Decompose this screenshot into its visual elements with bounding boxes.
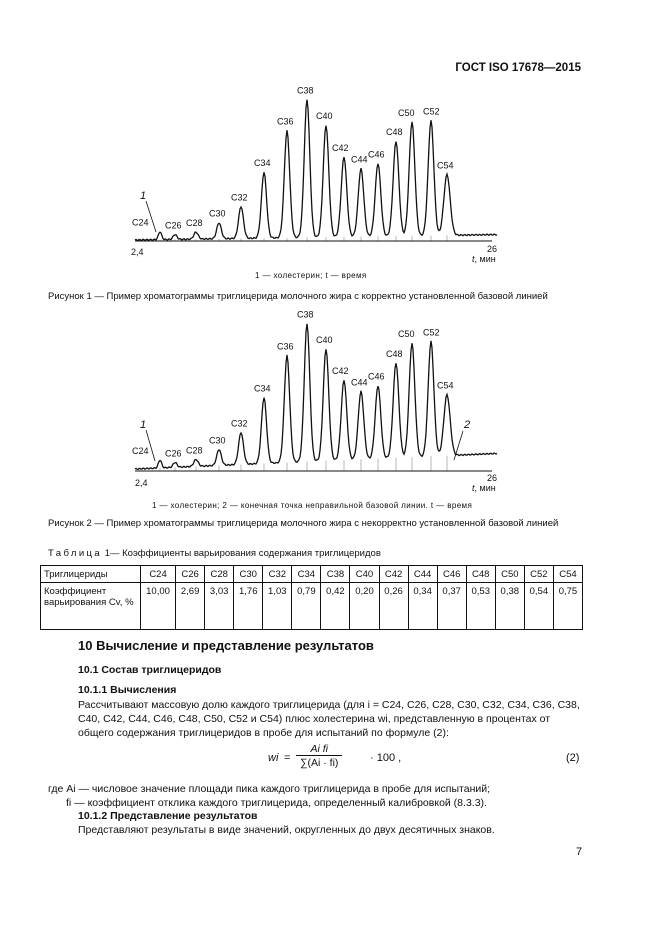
peak-label: C42	[332, 142, 349, 153]
cv-table	[40, 565, 583, 630]
table-header-first: Триглицериды	[41, 566, 141, 583]
peak-label: C36	[277, 341, 294, 352]
table-header-cell: C48	[466, 566, 495, 583]
peak-label: C54	[437, 160, 454, 171]
table-header-cell: C32	[263, 566, 292, 583]
table-cell: 2,69	[176, 583, 205, 630]
table-header-cell: C52	[524, 566, 553, 583]
peak-label: C34	[254, 158, 271, 169]
peak-label: C48	[386, 348, 403, 359]
peak-label: C48	[386, 127, 403, 138]
peak-label: C38	[297, 309, 314, 320]
table-row-label: Коэффициент варьирования Cv, %	[41, 583, 141, 630]
paragraph-calculation: Рассчитывают массовую долю каждого триглицерида (для i = C24, C26, C28, C30, C32, C34, C36, C38, C40, C42, C44, C46, C48, C50, C52 и C54) плюс холестерина wi, представленную в процентах от общего содержания триглицеридов в пробе для испытаний по формуле (2):	[78, 699, 580, 739]
table-header-cell: C50	[495, 566, 524, 583]
table-cell: 0,53	[466, 583, 495, 630]
figure-1-legend: 1 — холестерин; t — время	[255, 271, 367, 280]
paragraph-results: Представляют результаты в виде значений, округленных до двух десятичных знаков.	[78, 824, 495, 836]
table-header-cell: C38	[321, 566, 350, 583]
standard-designation: ГОСТ ISO 17678—2015	[455, 62, 581, 74]
table-cell: 0,34	[408, 583, 437, 630]
table-1-caption: Таблица 1— Коэффициенты варьирования содержания триглицеридов	[48, 548, 381, 559]
chromatogram-figure-2	[0, 309, 661, 515]
formula-fraction	[296, 743, 342, 769]
peak-label: C52	[423, 106, 440, 117]
peak-label: C26	[165, 448, 182, 459]
peak-label: C40	[316, 111, 333, 122]
peak-label: C30	[209, 435, 226, 446]
peak-label: C24	[132, 445, 149, 456]
peak-label: C32	[231, 418, 248, 429]
formula-2	[0, 743, 661, 777]
section-10-1-1-heading: 10.1.1 Вычисления	[78, 684, 177, 696]
formula-lhs: wi	[268, 752, 279, 764]
peak-label: C50	[398, 329, 415, 340]
formula-denominator: ∑(Ai · fi)	[300, 757, 339, 769]
peak-label: C34	[254, 383, 271, 394]
peak-label: C32	[231, 192, 248, 203]
peak-label: C42	[332, 366, 349, 377]
page-number: 7	[576, 846, 583, 858]
table-header-cell: C44	[408, 566, 437, 583]
chromatogram-figure-1	[0, 0, 661, 270]
peak-label: C44	[351, 154, 368, 165]
peak-label: C38	[297, 85, 314, 96]
x-axis-unit: t, мин	[472, 483, 496, 493]
table-cell: 0,79	[292, 583, 321, 630]
table-cell: 0,26	[379, 583, 408, 630]
figure-2-caption: Рисунок 2 — Пример хроматограммы триглицерида молочного жира с некорректно установленной базовой линией	[48, 518, 559, 529]
peak-label: C30	[209, 208, 226, 219]
figure-1-caption: Рисунок 1 — Пример хроматограммы триглицерида молочного жира с корректно установленной базовой линией	[48, 291, 548, 302]
formula-number: (2)	[566, 752, 580, 764]
section-10-heading: 10 Вычисление и представление результатов	[78, 638, 374, 653]
peak-label: C24	[132, 217, 149, 228]
formula-numerator: Ai fi	[296, 743, 342, 756]
table-header-cell: C40	[350, 566, 379, 583]
peak-label: C28	[186, 218, 203, 229]
figure-2-legend: 1 — холестерин; 2 — конечная точка неправильной базовой линии. t — время	[152, 501, 473, 510]
table-cell: 1,03	[263, 583, 292, 630]
table-cell: 1,76	[234, 583, 263, 630]
x-end-label: 26	[487, 473, 498, 483]
table-cell: 3,03	[205, 583, 234, 630]
table-cell: 10,00	[141, 583, 176, 630]
marker-1-label: 1	[140, 419, 147, 431]
peak-label: C50	[398, 107, 415, 118]
peak-label: C36	[277, 116, 294, 127]
table-values-row	[41, 583, 583, 630]
peak-label: C46	[368, 149, 385, 160]
x-axis-unit: t, мин	[472, 254, 496, 264]
table-cell: 0,75	[553, 583, 582, 630]
table-header-cell: C24	[141, 566, 176, 583]
table-header-cell: C34	[292, 566, 321, 583]
formula-tail: · 100 ,	[370, 752, 402, 764]
x-start-label: 2,4	[135, 478, 148, 488]
table-cell: 0,42	[321, 583, 350, 630]
peak-label: C52	[423, 327, 440, 338]
peak-label: C40	[316, 334, 333, 345]
peak-label: C26	[165, 220, 182, 231]
marker-1-label: 1	[140, 190, 147, 202]
table-header-cell: C46	[437, 566, 466, 583]
table-header-row	[41, 566, 583, 583]
marker-2-label: 2	[464, 419, 471, 431]
table-cell: 0,37	[437, 583, 466, 630]
table-cell: 0,38	[495, 583, 524, 630]
peak-label: C44	[351, 377, 368, 388]
table-cell: 0,20	[350, 583, 379, 630]
where-line-2: fi — коэффициент отклика каждого триглицерида, определенный калибровкой (8.3.3).	[66, 797, 487, 809]
peak-label: C46	[368, 371, 385, 382]
x-start-label: 2,4	[131, 247, 144, 257]
section-10-1-heading: 10.1 Состав триглицеридов	[78, 664, 222, 676]
table-header-cell: C28	[205, 566, 234, 583]
peak-label: C28	[186, 445, 203, 456]
x-end-label: 26	[487, 244, 498, 254]
formula-eq: =	[284, 752, 291, 764]
section-10-1-2-heading: 10.1.2 Представление результатов	[78, 810, 258, 822]
table-header-cell: C30	[234, 566, 263, 583]
peak-label: C54	[437, 380, 454, 391]
table-header-cell: C26	[176, 566, 205, 583]
where-line-1: где Ai — числовое значение площади пика каждого триглицерида в пробе для испытаний;	[48, 783, 491, 795]
table-cell: 0,54	[524, 583, 553, 630]
table-header-cell: C42	[379, 566, 408, 583]
table-header-cell: C54	[553, 566, 582, 583]
